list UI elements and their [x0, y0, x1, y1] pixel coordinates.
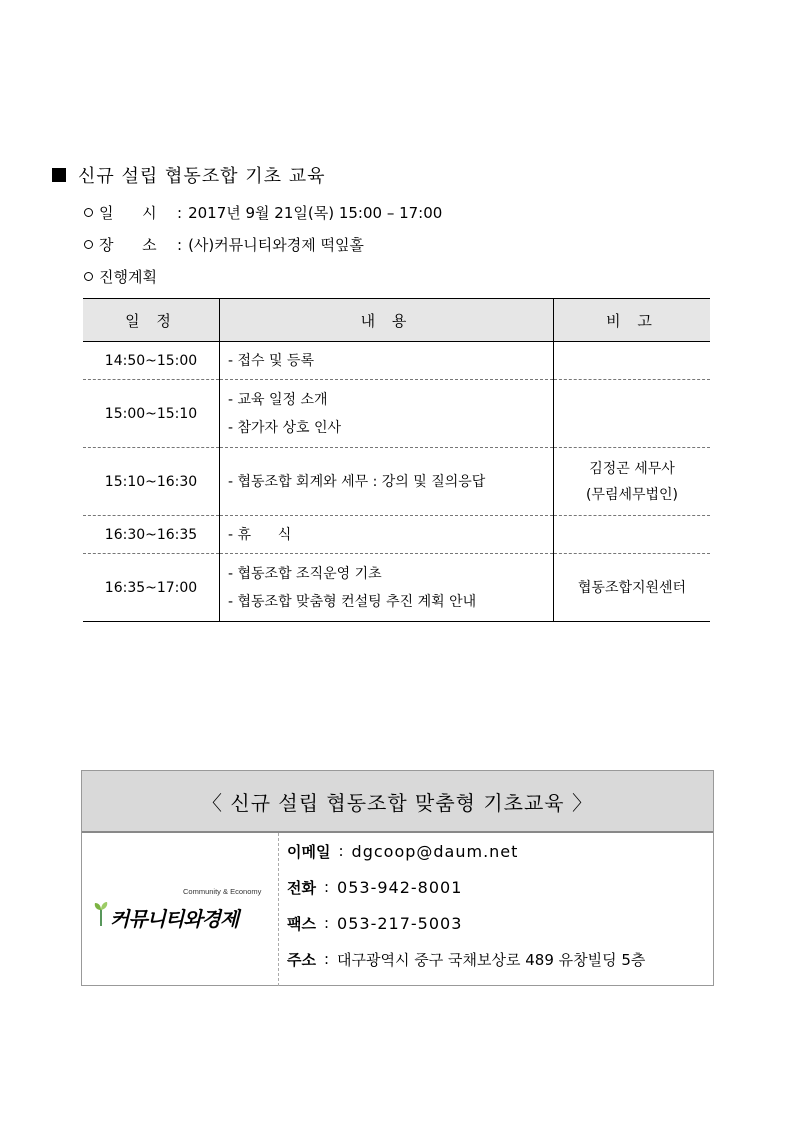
- row-time: 16:35~17:00: [83, 554, 220, 622]
- email-label: 이메일: [287, 842, 331, 861]
- row-content: [220, 448, 554, 516]
- content-line: - 협동조합 맞춤형 컨설팅 추진 계획 안내: [228, 593, 477, 610]
- content-line: - 협동조합 회계와 세무 : 강의 및 질의응답: [228, 473, 486, 490]
- header-content: 내 용: [220, 299, 554, 342]
- table-row: [83, 554, 710, 622]
- fax-colon: :: [323, 914, 330, 932]
- sprout-icon: [92, 899, 110, 927]
- row-content: [220, 342, 554, 380]
- logo-english-text: Community & Economy: [183, 887, 262, 896]
- row-content: [220, 554, 554, 622]
- table-row: [83, 516, 710, 554]
- row-note: [554, 380, 711, 448]
- contact-box-body: [82, 833, 713, 986]
- content-line: - 참가자 상호 인사: [228, 419, 342, 436]
- contact-box: [81, 770, 714, 986]
- email-value: dgcoop@daum.net: [351, 841, 519, 861]
- contact-box-header: 〈 신규 설립 협동조합 맞춤형 기초교육 〉: [82, 771, 713, 833]
- table-row: [83, 342, 710, 380]
- info-place-row: [84, 234, 364, 255]
- info-date-row: [84, 202, 442, 223]
- row-time: 15:00~15:10: [83, 380, 220, 448]
- date-colon: :: [177, 203, 183, 222]
- circle-bullet-icon: [84, 208, 93, 217]
- plan-label: 진행계획: [99, 268, 157, 286]
- circle-bullet-icon: [84, 240, 93, 249]
- table-row: [83, 448, 710, 516]
- date-label: 일 시: [99, 204, 157, 222]
- schedule-table: [83, 298, 710, 622]
- fax-label: 팩스: [287, 914, 316, 933]
- address-colon: :: [323, 950, 330, 968]
- header-schedule: 일 정: [83, 299, 220, 342]
- email-colon: :: [338, 842, 344, 860]
- note-line: 협동조합지원센터: [577, 579, 687, 596]
- place-label: 장 소: [99, 236, 157, 254]
- fax-value: 053-217-5003: [337, 913, 463, 933]
- row-content: [220, 516, 554, 554]
- content-line: - 협동조합 조직운영 기초: [228, 565, 382, 582]
- contact-address-row: [287, 941, 713, 977]
- content-line: - 접수 및 등록: [228, 352, 315, 369]
- logo-korean-text: 커뮤니티와경제: [110, 907, 239, 931]
- contact-phone-row: [287, 869, 713, 905]
- row-note: [554, 554, 711, 622]
- row-note: [554, 448, 711, 516]
- row-time: 14:50~15:00: [83, 342, 220, 380]
- place-value: (사)커뮤니티와경제 떡잎홀: [188, 236, 364, 254]
- date-value: 2017년 9월 21일(목) 15:00 – 17:00: [188, 204, 443, 222]
- row-note: [554, 342, 711, 380]
- address-value: 대구광역시 중구 국채보상로 489 유창빌딩 5층: [337, 950, 646, 969]
- note-line: (무림세무법인): [585, 486, 679, 503]
- contact-email-row: [287, 833, 713, 869]
- content-line: - 휴 식: [228, 526, 292, 543]
- table-header-row: [83, 299, 710, 342]
- note-line: 김정곤 세무사: [589, 460, 675, 477]
- row-time: 16:30~16:35: [83, 516, 220, 554]
- header-note: 비 고: [554, 299, 711, 342]
- address-label: 주소: [287, 950, 316, 969]
- place-colon: :: [177, 235, 183, 254]
- content-line: - 교육 일정 소개: [228, 391, 328, 408]
- contact-fax-row: [287, 905, 713, 941]
- row-note: [554, 516, 711, 554]
- phone-colon: :: [323, 878, 330, 896]
- table-row: [83, 380, 710, 448]
- contact-info: [279, 833, 713, 986]
- row-content: [220, 380, 554, 448]
- phone-label: 전화: [287, 878, 316, 897]
- section-title-text: 신규 설립 협동조합 기초 교육: [78, 166, 326, 187]
- info-plan-row: [84, 266, 157, 287]
- black-square-bullet-icon: [52, 168, 66, 182]
- row-time: 15:10~16:30: [83, 448, 220, 516]
- logo: [82, 833, 279, 986]
- circle-bullet-icon: [84, 272, 93, 281]
- section-title: [52, 163, 326, 187]
- phone-value: 053-942-8001: [337, 877, 463, 897]
